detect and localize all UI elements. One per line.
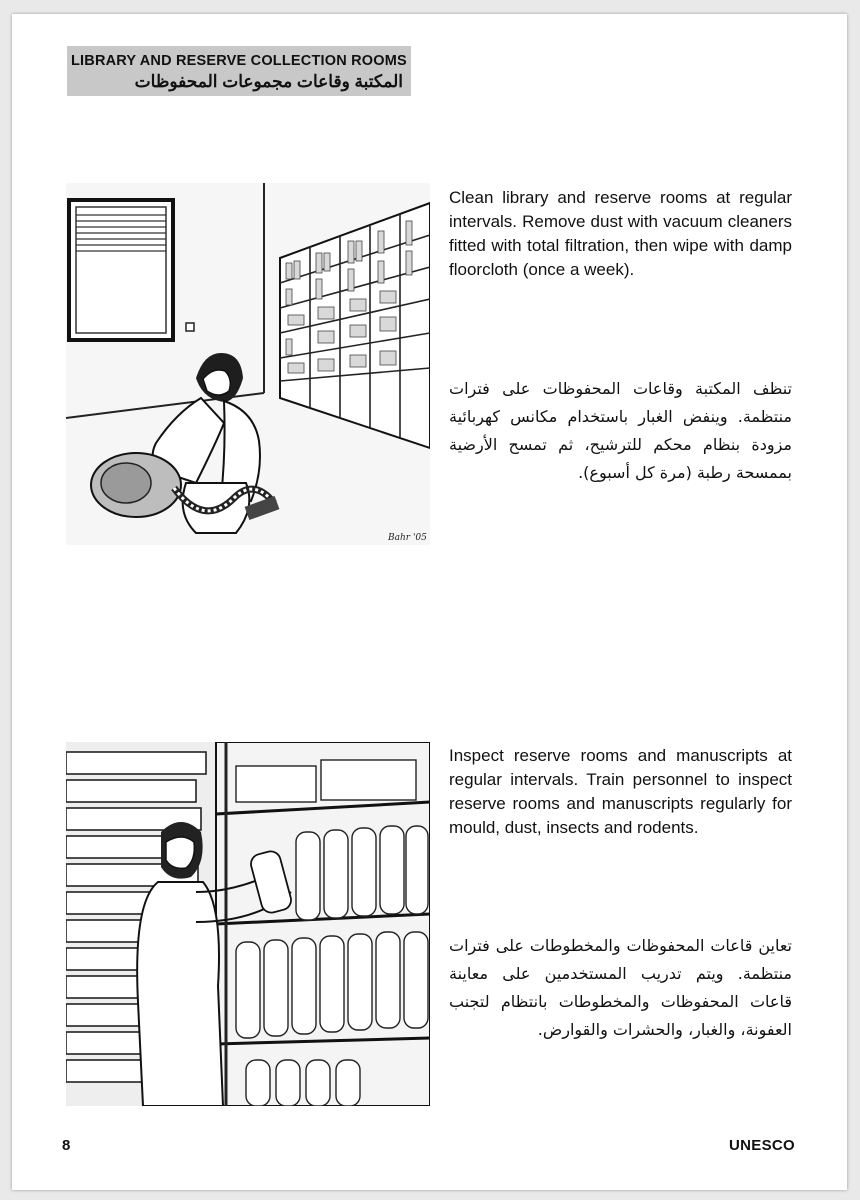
illustration-signature: Bahr '05 [388, 533, 427, 543]
document-page [12, 14, 847, 1190]
illustration-vacuum-cleaning [66, 183, 430, 545]
inspection-instructions-arabic: تعاين قاعات المحفوظات والمخطوطات على فترات منتظمة. ويتم تدريب المستخدمين على معاينة قاعات المحفوظات والمخطوطات بانتظام لتجنب العفونة، والغبار، والحشرات والقوارض. [449, 936, 792, 1039]
cleaning-instructions-arabic: تنظف المكتبة وقاعات المحفوظات على فترات منتظمة. وينفض الغبار باستخدام مكانس كهربائية مزودة بنظام محكم للترشيح، ثم تمسح الأرضية بممسحة رطبة (مرة كل أسبوع). [449, 379, 792, 482]
page-number: 8 [62, 1137, 71, 1154]
section-header [67, 46, 411, 96]
header-title-arabic: المكتبة وقاعات مجموعات المحفوظات [134, 72, 403, 91]
publisher-name: UNESCO [729, 1137, 795, 1154]
header-title-english: LIBRARY AND RESERVE COLLECTION ROOMS [71, 53, 407, 69]
illustration-inspecting-manuscripts [66, 742, 430, 1106]
cleaning-instructions-english: Clean library and reserve rooms at regular intervals. Remove dust with vacuum cleaners fitted with total filtration, then wipe with damp floorcloth (once a week). [449, 188, 792, 279]
inspection-instructions-english: Inspect reserve rooms and manuscripts at regular intervals. Train personnel to inspect reserve rooms and manuscripts regularly for mould, dust, insects and rodents. [449, 746, 792, 837]
